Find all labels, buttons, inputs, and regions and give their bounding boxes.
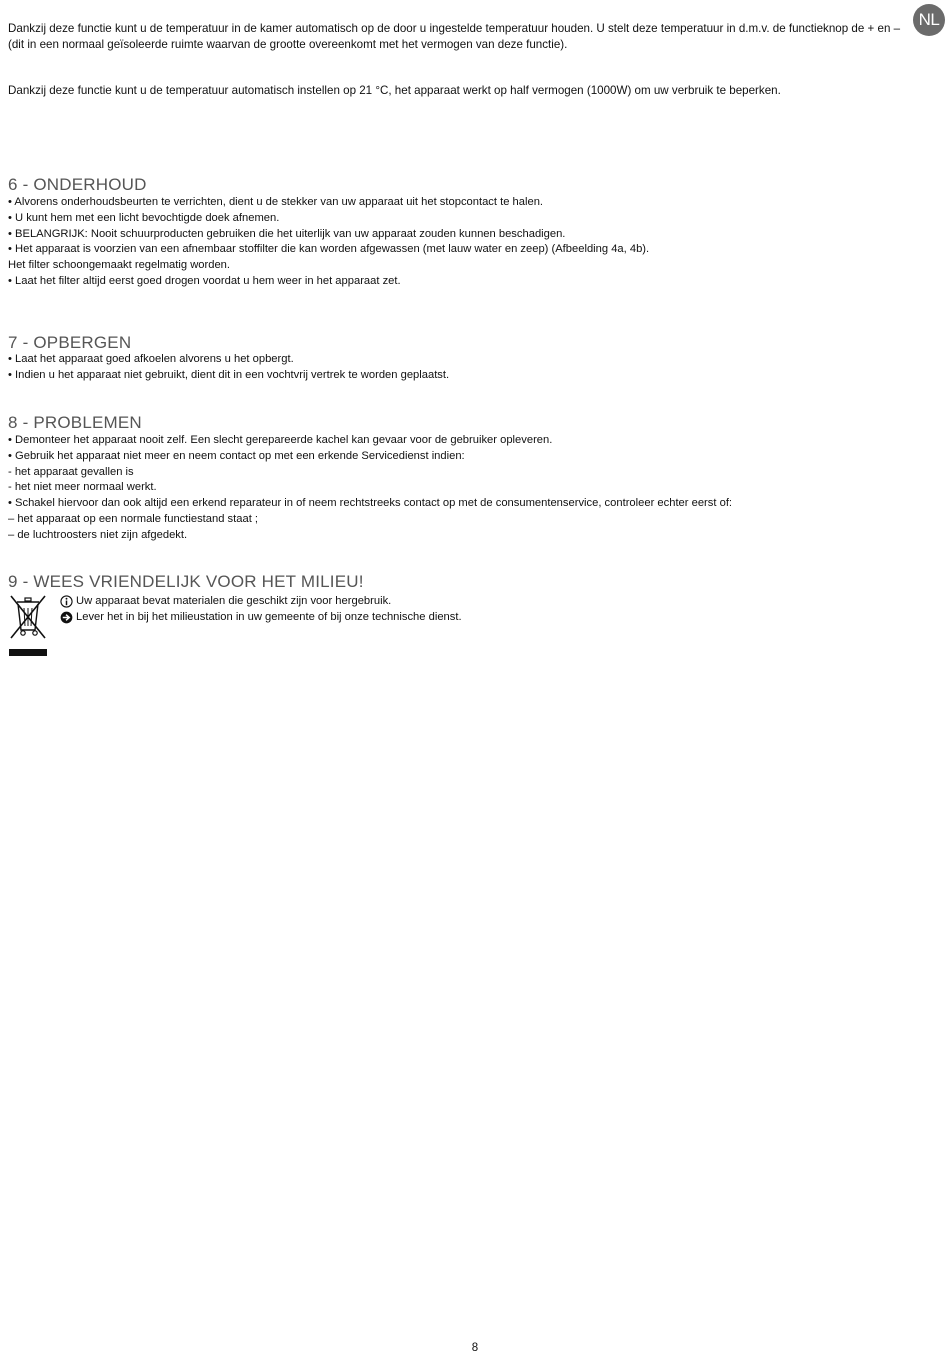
disposal-instruction-text: Lever het in bij het milieustation in uw gemeente of bij onze technische dienst. <box>76 610 462 623</box>
list-item: • Het apparaat is voorzien van een afnembaar stoffilter die kan worden afgewassen (met lauw water en zeep) (Afbeelding 4a, 4b). <box>8 243 650 256</box>
list-item: – het apparaat op een normale functiestand staat ; <box>8 512 259 525</box>
list-item: - het apparaat gevallen is <box>8 465 134 478</box>
section-6-list <box>8 195 908 290</box>
list-item: - het niet meer normaal werkt. <box>8 481 157 494</box>
info-icon <box>60 595 73 608</box>
list-item: • Laat het filter altijd eerst goed drogen voordat u hem weer in het apparaat zet. <box>8 274 401 287</box>
arrow-right-icon <box>60 611 73 624</box>
section-7-title: 7 - OPBERGEN <box>8 333 132 352</box>
page-number: 8 <box>471 1342 479 1354</box>
list-item: • Demonteer het apparaat nooit zelf. Een slecht gerepareerde kachel kan gevaar voor de gebruiker opleveren. <box>8 434 553 446</box>
list-item: • Laat het apparaat goed afkoelen alvorens u het opbergt. <box>8 353 294 365</box>
section-6-title: 6 - ONDERHOUD <box>8 175 147 194</box>
recycle-info-text: Uw apparaat bevat materialen die geschikt zijn voor hergebruik. <box>76 595 392 607</box>
language-badge: NL <box>913 4 945 36</box>
section-8-title: 8 - PROBLEMEN <box>8 413 142 432</box>
section-7-list <box>8 352 908 384</box>
list-item: • Gebruik het apparaat niet meer en neem contact op met een erkende Servicedienst indien: <box>8 449 465 462</box>
list-item: Het filter schoongemaakt regelmatig worden. <box>8 259 230 272</box>
list-item: • U kunt hem met een licht bevochtigde doek afnemen. <box>8 211 280 224</box>
list-item: – de luchtroosters niet zijn afgedekt. <box>8 528 188 541</box>
intro-paragraph-2: Dankzij deze functie kunt u de temperatuur automatisch instellen op 21 °C, het apparaat werkt op half vermogen (1000W) om uw verbruik te beperken. <box>8 84 781 97</box>
list-item: • Schakel hiervoor dan ook altijd een erkend reparateur in of neem rechtstreeks contact op met de consumentenservice, controleer echter eerst of: <box>8 497 733 510</box>
intro-paragraph-1: Dankzij deze functie kunt u de temperatuur in de kamer automatisch op de door u ingestelde temperatuur houden. U stelt deze temperatuur in d.m.v. de functieknop de + en – (dit in een normaal geïsoleerde ruimte waarvan de grootte overeenkomt met het vermogen van deze functie). <box>8 22 901 51</box>
section-9-title: 9 - WEES VRIENDELIJK VOOR HET MILIEU! <box>8 572 364 591</box>
list-item: • BELANGRIJK: Nooit schuurproducten gebruiken die het uiterlijk van uw apparaat zouden kunnen beschadigen. <box>8 227 566 240</box>
section-9-list <box>60 594 462 626</box>
section-8-list <box>8 433 908 544</box>
crossed-out-wheelie-bin-icon <box>8 594 48 658</box>
list-item: • Indien u het apparaat niet gebruikt, dient dit in een vochtvrij vertrek te worden geplaatst. <box>8 368 450 381</box>
list-item <box>60 594 462 610</box>
list-item <box>60 610 462 626</box>
list-item: • Alvorens onderhoudsbeurten te verrichten, dient u de stekker van uw apparaat uit het stopcontact te halen. <box>8 196 544 208</box>
